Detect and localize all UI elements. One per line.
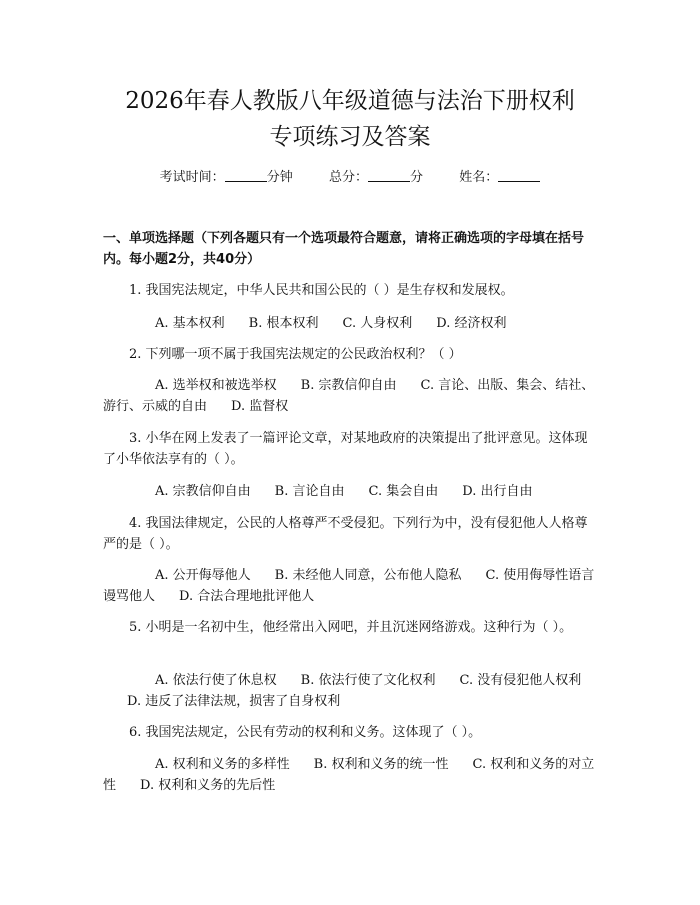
exam-time-unit: 分钟 — [266, 170, 293, 185]
option-a: A. 权利和义务的多样性 — [155, 757, 290, 772]
exam-time-blank — [225, 169, 267, 182]
option-d: D. 监督权 — [231, 399, 289, 414]
section-heading: 一、单项选择题（下列各题只有一个选项最符合题意，请将正确选项的字母填在括号内。每小题2分，共40分） — [103, 231, 585, 267]
question-options — [103, 754, 598, 796]
option-a: A. 选举权和被选举权 — [155, 378, 277, 393]
question-options — [103, 313, 598, 334]
option-c: C. 言论、出版、集会、结社、游行、示威的自由 — [103, 378, 595, 414]
name-blank — [498, 169, 540, 182]
total-score-blank — [368, 169, 410, 182]
option-b: B. 未经他人同意，公布他人隐私 — [274, 568, 462, 583]
option-b: B. 依法行使了文化权利 — [300, 673, 436, 688]
option-c: C. 权利和义务的对立性 — [103, 757, 595, 793]
question-stem: 6. 我国宪法规定，公民有劳动的权利和义务。这体现了（ ）。 — [129, 725, 482, 740]
question-stem: 3. 小华在网上发表了一篇评论文章，对某地政府的决策提出了批评意见。这体现了小华依法享有的（ ）。 — [103, 431, 588, 467]
exam-time-label: 考试时间： — [159, 170, 225, 185]
option-a: A. 基本权利 — [155, 316, 225, 331]
option-d: D. 权利和义务的先后性 — [140, 778, 276, 793]
option-b: B. 根本权利 — [248, 316, 319, 331]
question-stem: 5. 小明是一名初中生，他经常出入网吧，并且沉迷网络游戏。这种行为（ ）。 — [129, 620, 573, 635]
option-a: A. 公开侮辱他人 — [155, 568, 251, 583]
name-label: 姓名： — [459, 170, 499, 185]
exam-meta — [0, 169, 700, 187]
option-d: D. 经济权利 — [436, 316, 507, 331]
question-options — [103, 670, 598, 712]
question-options — [103, 481, 598, 502]
option-b: B. 权利和义务的统一性 — [313, 757, 449, 772]
option-b: B. 言论自由 — [274, 484, 345, 499]
option-c: C. 集会自由 — [368, 484, 439, 499]
doc-title-line1: 2026年春人教版八年级道德与法治下册权利 — [125, 88, 575, 114]
option-b: B. 宗教信仰自由 — [300, 378, 397, 393]
question-stem: 1. 我国宪法规定，中华人民共和国公民的（ ）是生存权和发展权。 — [129, 283, 514, 298]
option-d: D. 违反了法律法规，损害了自身权利 — [127, 694, 341, 709]
question-options — [103, 565, 598, 607]
option-d: D. 出行自由 — [462, 484, 533, 499]
question-stem: 2. 下列哪一项不属于我国宪法规定的公民政治权利？（ ） — [129, 347, 462, 362]
question-stem: 4. 我国法律规定，公民的人格尊严不受侵犯。下列行为中，没有侵犯他人人格尊严的是（ ）。 — [103, 516, 588, 552]
total-score-unit: 分 — [410, 170, 424, 185]
option-d: D. 合法合理地批评他人 — [179, 589, 315, 604]
doc-title-line2: 专项练习及答案 — [269, 124, 431, 150]
total-score-label: 总分： — [328, 170, 368, 185]
option-c: C. 人身权利 — [342, 316, 413, 331]
question-options — [103, 375, 598, 417]
option-c: C. 使用侮辱性语言谩骂他人 — [103, 568, 595, 604]
option-a: A. 宗教信仰自由 — [155, 484, 251, 499]
option-a: A. 依法行使了休息权 — [155, 673, 277, 688]
option-c: C. 没有侵犯他人权利 — [459, 673, 582, 688]
